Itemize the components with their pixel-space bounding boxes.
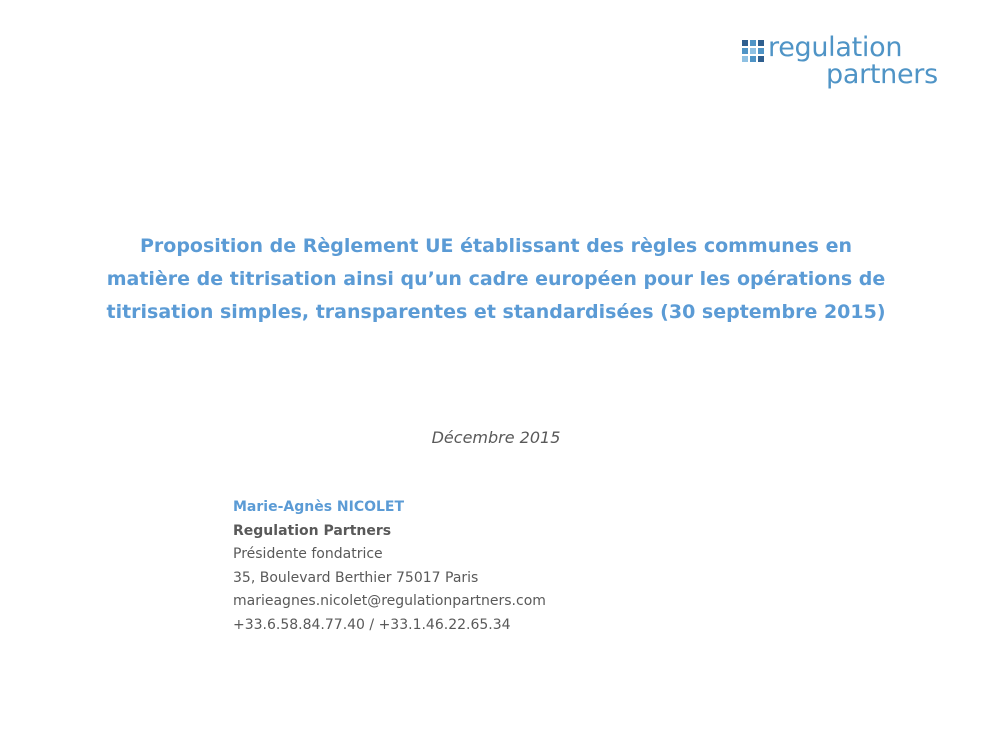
- logo-word-regulation: regulation: [768, 32, 903, 63]
- contact-address: 35, Boulevard Berthier 75017 Paris: [233, 569, 479, 586]
- contact-phones: +33.6.58.84.77.40 / +33.1.46.22.65.34: [233, 616, 511, 633]
- document-title: [60, 230, 932, 329]
- contact-block: [233, 496, 546, 637]
- contact-company: Regulation Partners: [233, 522, 392, 539]
- title-line: titrisation simples, transparentes et standardisées (30 septembre 2015): [106, 301, 886, 323]
- title-line: matière de titrisation ainsi qu’un cadre européen pour les opérations de: [106, 268, 886, 290]
- contact-name: Marie-Agnès NICOLET: [233, 499, 405, 515]
- title-line: Proposition de Règlement UE établissant des règles communes en: [139, 235, 853, 257]
- regulation-partners-logo: [738, 30, 968, 90]
- logo-grid-icon: [742, 40, 766, 62]
- contact-email: marieagnes.nicolet@regulationpartners.com: [233, 593, 546, 609]
- document-date: Décembre 2015: [431, 428, 561, 447]
- contact-role: Présidente fondatrice: [233, 546, 383, 562]
- logo-word-partners: partners: [826, 59, 938, 90]
